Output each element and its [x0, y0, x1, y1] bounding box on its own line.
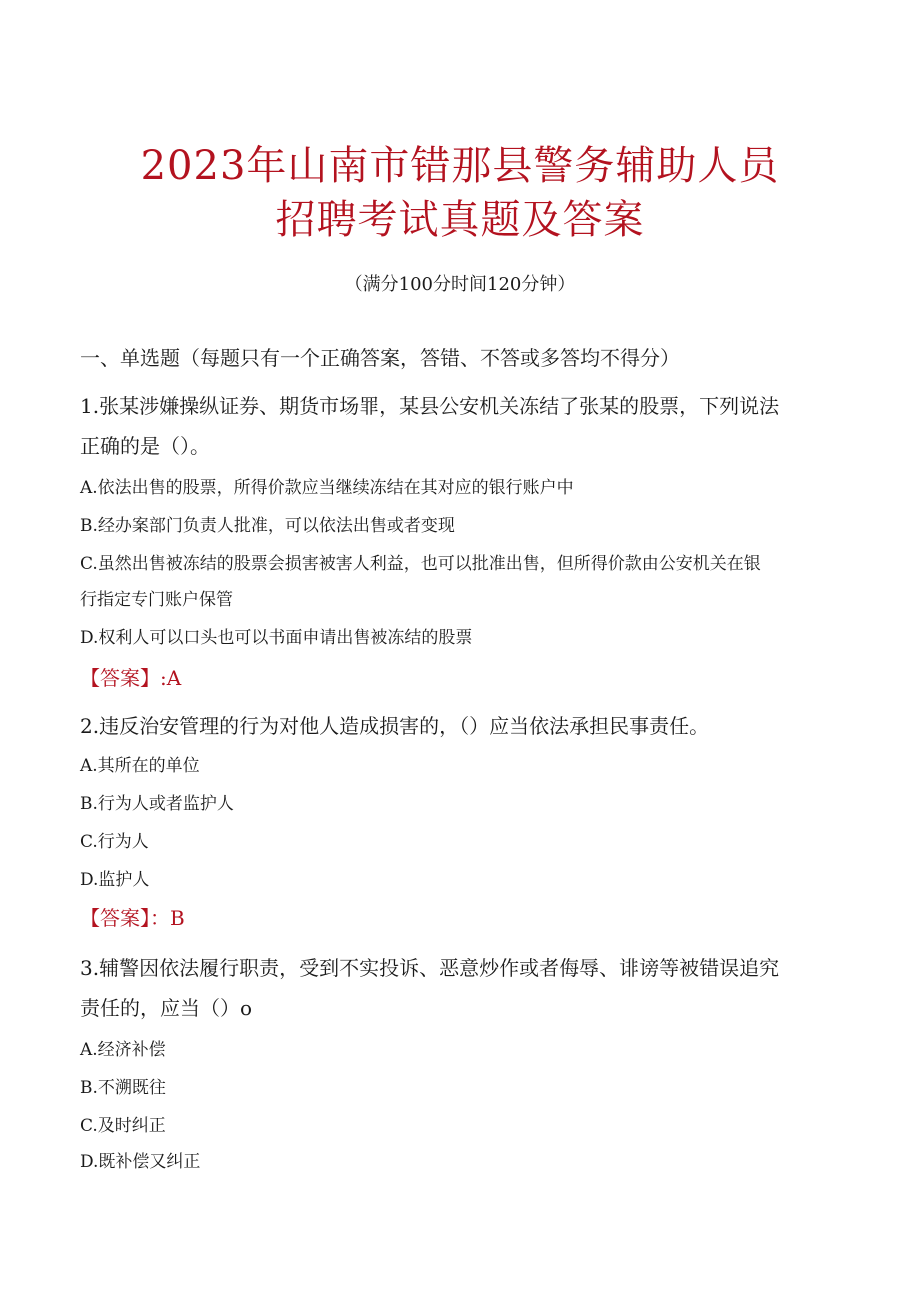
section-heading: 一、单选题（每题只有一个正确答案，答错、不答或多答均不得分） [80, 346, 680, 370]
document-title-line-1: 2023年山南市错那县警务辅助人员 [140, 143, 780, 189]
question-1-option-b: B.经办案部门负责人批准，可以依法出售或者变现 [80, 516, 455, 536]
answer-label: 【答案】 [80, 906, 150, 930]
question-2-option-c: C.行为人 [80, 832, 149, 852]
question-1-option-a: A.依法出售的股票，所得价款应当继续冻结在其对应的银行账户中 [80, 478, 574, 498]
question-2-option-b: B.行为人或者监护人 [80, 794, 234, 814]
question-1-option-d: D.权利人可以口头也可以书面申请出售被冻结的股票 [80, 628, 473, 648]
question-1-option-c-line-1: C.虽然出售被冻结的股票会损害被害人利益，也可以批准出售，但所得价款由公安机关在银 [80, 554, 761, 574]
question-3-stem-line-2: 责任的，应当（）o [80, 996, 253, 1020]
answer-value: :A [160, 666, 182, 690]
question-3-option-d: D.既补偿又纠正 [80, 1152, 201, 1172]
question-3-option-a: A.经济补偿 [80, 1040, 166, 1060]
question-2-answer [80, 904, 185, 932]
question-1-stem-line-1: 1.张某涉嫌操纵证券、期货市场罪，某县公安机关冻结了张某的股票，下列说法 [80, 394, 780, 418]
answer-value: ：B [150, 906, 185, 930]
question-3-option-c: C.及时纠正 [80, 1116, 166, 1136]
question-2-stem-line-1: 2.违反治安管理的行为对他人造成损害的，（）应当依法承担民事责任。 [80, 714, 710, 738]
question-2-option-a: A.其所在的单位 [80, 756, 200, 776]
question-1-option-c-line-2: 行指定专门账户保管 [80, 590, 233, 610]
question-3-option-b: B.不溯既往 [80, 1078, 166, 1098]
question-2-option-d: D.监护人 [80, 870, 150, 890]
question-1-stem-line-2: 正确的是（）。 [80, 434, 210, 458]
question-3-stem-line-1: 3.辅警因依法履行职责，受到不实投诉、恶意炒作或者侮辱、诽谤等被错误追究 [80, 956, 780, 980]
question-1-answer [80, 664, 181, 692]
answer-label: 【答案】 [80, 666, 160, 690]
document-title-line-2: 招聘考试真题及答案 [275, 197, 645, 243]
exam-info-subtitle: （满分100分时间120分钟） [344, 274, 576, 295]
